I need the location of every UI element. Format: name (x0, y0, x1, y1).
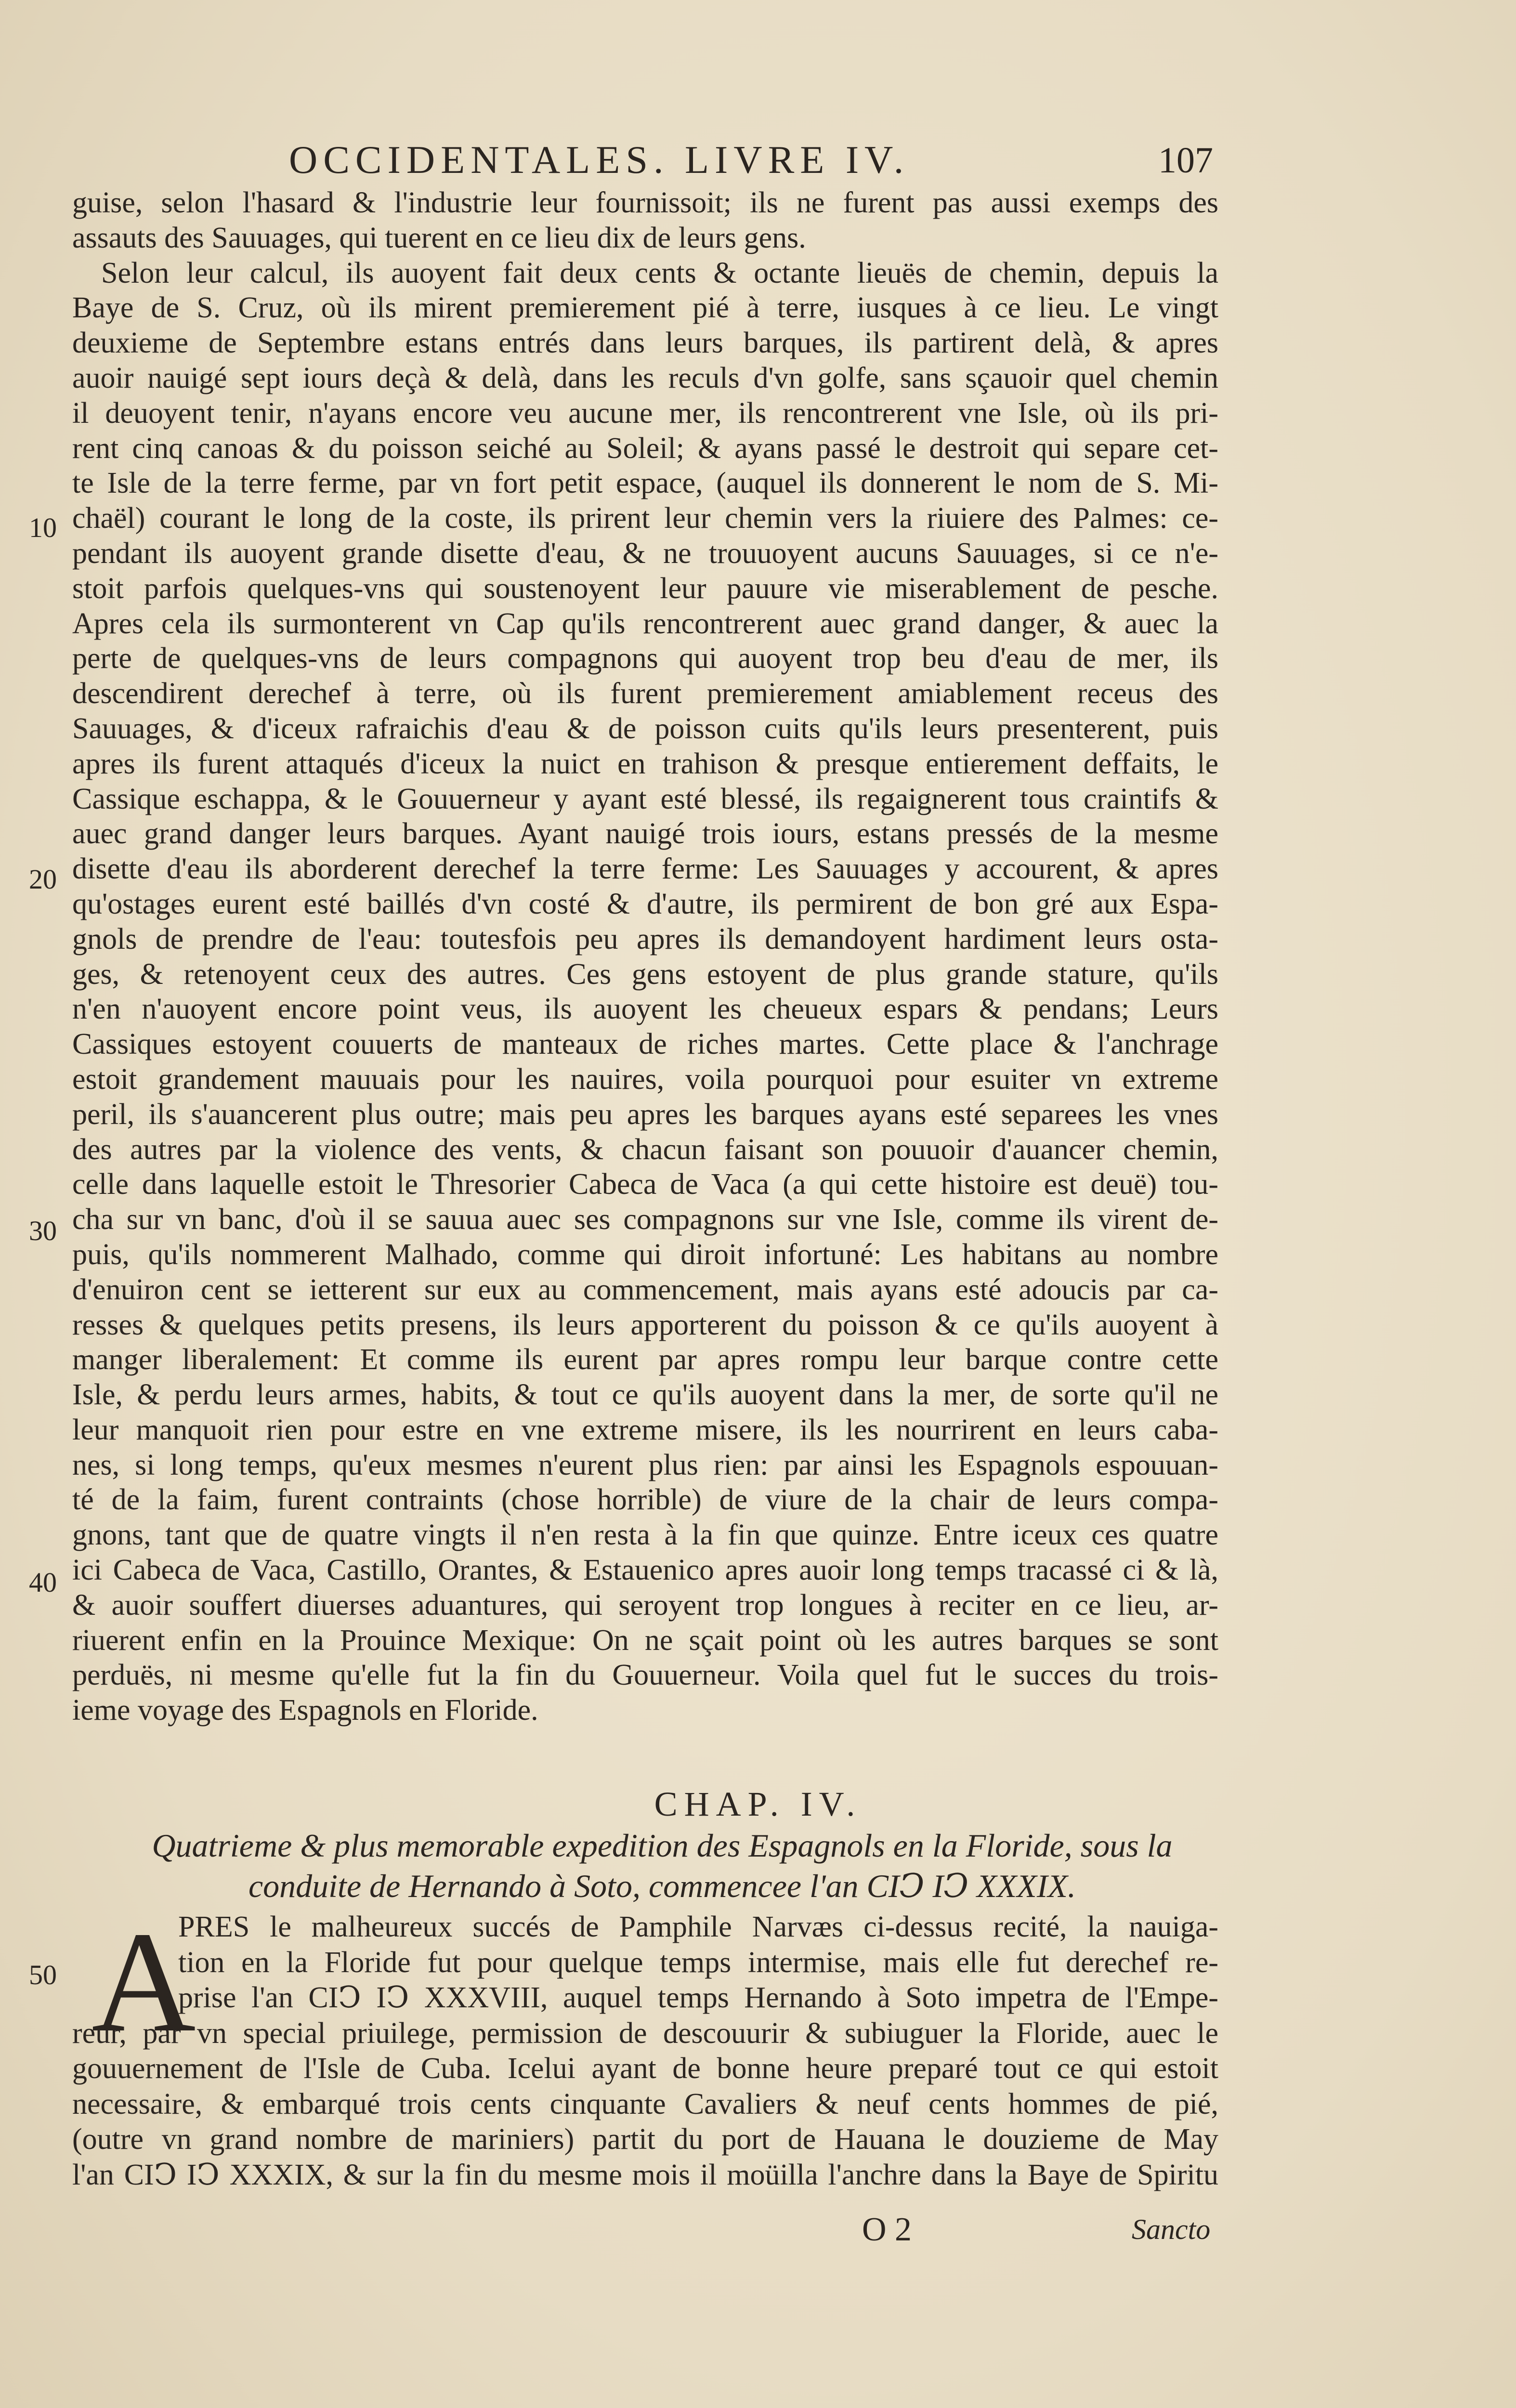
text-line: descendirent derechef à terre, où ils furent premierement amiablement receus des (72, 677, 1218, 710)
text-line: gnols de prendre de l'eau: toutesfois peu apres ils demandoyent hardiment leurs osta- (72, 922, 1218, 955)
text-line: & auoir souffert diuerses aduantures, qui seroyent trop longues à reciter en ce lieu, ar- (72, 1588, 1218, 1622)
text-line: il deuoyent tenir, n'ayans encore veu aucune mer, ils rencontrerent vne Isle, où ils pri- (72, 396, 1218, 430)
text-line: estoit grandement mauuais pour les nauires, voila pourquoi pour esuiter vn extreme (72, 1062, 1218, 1096)
text-line: Sauuages, & d'iceux rafraichis d'eau & de poisson cuits qu'ils leurs presenterent, puis (72, 712, 1218, 745)
line-number-20: 20 (29, 864, 57, 895)
text-line: auoir nauigé sept iours deçà & delà, dans les reculs d'vn golfe, sans sçauoir quel chemin (72, 361, 1218, 394)
text-line: Baye de S. Cruz, où ils mirent premierement pié à terre, iusques à ce lieu. Le vingt (72, 291, 1218, 325)
text-line: disette d'eau ils aborderent derechef la terre ferme: Les Sauuages y accourent, & apres (72, 852, 1218, 886)
text-line: apres ils furent attaqués d'iceux la nuict en trahison & presque entierement deffaits, le (72, 747, 1218, 780)
chapter-title (96, 1825, 1228, 1906)
text-line: Apres cela ils surmonterent vn Cap qu'ils rencontrerent auec grand danger, & auec la (72, 607, 1218, 640)
chapter-heading: CHAP. IV. (654, 1785, 862, 1823)
text-line: peril, ils s'auancerent plus outre; mais peu apres les barques ayans esté separees les vnes (72, 1098, 1218, 1131)
section-line: (outre vn grand nombre de mariniers) partit du port de Hauana le douzieme de May (72, 2123, 1218, 2156)
running-title: OCCIDENTALES. LIVRE IV. (289, 138, 910, 182)
text-line: nes, si long temps, qu'eux mesmes n'eurent plus rien: par ainsi les Espagnols espouuan- (72, 1448, 1218, 1481)
text-line: puis, qu'ils nommerent Malhado, comme qui diroit infortuné: Les habitans au nombre (72, 1238, 1218, 1271)
text-line: riuerent enfin en la Prouince Mexique: On ne sçait point où les autres barques se sont (72, 1623, 1218, 1657)
text-line: d'enuiron cent se ietterent sur eux au commencement, mais ayans esté adoucis par ca- (72, 1273, 1218, 1306)
section-text-block (72, 1902, 1218, 2193)
section-line: necessaire, & embarqué trois cents cinquante Cavaliers & neuf cents hommes de pié, (72, 2087, 1218, 2120)
text-line: rent cinq canoas & du poisson seiché au Soleil; & ayans passé le destroit qui separe cet- (72, 432, 1218, 465)
text-line: stoit parfois quelques-vns qui soustenoyent leur pauure vie miserablement de pesche. (72, 572, 1218, 605)
section-line: reur, par vn special priuilege, permission de descouurir & subiuguer la Floride, auec le (72, 2016, 1218, 2050)
folio-number: 107 (1158, 140, 1213, 181)
line-number-50: 50 (29, 1959, 57, 1990)
text-line: leur manquoit rien pour estre en vne extreme misere, ils les nourrirent en leurs caba- (72, 1413, 1218, 1446)
text-line: guise, selon l'hasard & l'industrie leur fournissoit; ils ne furent pas aussi exemps des (72, 186, 1218, 219)
drop-cap: A (91, 1902, 196, 2062)
text-line: Isle, & perdu leurs armes, habits, & tout ce qu'ils auoyent dans la mer, de sorte qu'il ne (72, 1378, 1218, 1412)
signature-mark: O 2 (862, 2211, 912, 2248)
text-line: resses & quelques petits presens, ils leurs apporterent du poisson & ce qu'ils auoyent à (72, 1308, 1218, 1341)
text-line: celle dans laquelle estoit le Thresorier Cabeca de Vaca (a qui cette histoire est deuë) tou- (72, 1168, 1218, 1201)
text-line: té de la faim, furent contraints (chose horrible) de viure de la chair de leurs compa- (72, 1483, 1218, 1517)
text-line: qu'ostages eurent esté baillés d'vn costé & d'autre, ils permirent de bon gré aux Espa- (72, 887, 1218, 920)
text-line: Cassiques estoyent couuerts de manteaux de riches martes. Cette place & l'anchrage (72, 1028, 1218, 1061)
text-line: cha sur vn banc, d'où il se sauua auec ses compagnons sur vne Isle, comme ils virent de- (72, 1203, 1218, 1236)
text-line: perte de quelques-vns de leurs compagnons qui auoyent trop beu d'eau de mer, ils (72, 642, 1218, 675)
text-line: Cassique eschappa, & le Gouuerneur y ayant esté blessé, ils regaignerent tous craintifs & (72, 782, 1218, 815)
text-line: te Isle de la terre ferme, par vn fort petit espace, (auquel ils donnerent le nom de S. Mi- (72, 467, 1218, 500)
line-number-10: 10 (29, 512, 57, 543)
text-line: auec grand danger leurs barques. Ayant nauigé trois iours, estans pressés de la mesme (72, 817, 1218, 851)
section-line: tion en la Floride fut pour quelque temps intermise, mais elle fut derechef re- (178, 1946, 1218, 1979)
chapter-title-line-1: Quatrieme & plus memorable expedition des Espagnols en la Floride, sous la (152, 1827, 1173, 1864)
text-line: ges, & retenoyent ceux des autres. Ces gens estoyent de plus grande stature, qu'ils (72, 957, 1218, 991)
text-line: chaël) courant le long de la coste, ils prirent leur chemin vers la riuiere des Palmes: ce- (72, 502, 1218, 535)
text-line: ieme voyage des Espagnols en Floride. (72, 1694, 538, 1727)
section-line: prise l'an CIↃ IↃ XXXVIII, auquel temps Hernando à Soto impetra de l'Empe- (178, 1981, 1218, 2014)
text-line: ici Cabeca de Vaca, Castillo, Orantes, & Estauenico apres auoir long temps tracassé ci & là, (72, 1554, 1218, 1587)
chapter-title-line-2: conduite de Hernando à Soto, commencee l'an CIↃ IↃ XXXIX. (248, 1868, 1076, 1904)
text-line: Selon leur calcul, ils auoyent fait deux cents & octante lieuës de chemin, depuis la (101, 256, 1218, 289)
text-line: gnons, tant que de quatre vingts il n'en resta à la fin que quinze. Entre iceux ces quatre (72, 1518, 1218, 1552)
section-line: gouuernement de l'Isle de Cuba. Icelui ayant de bonne heure preparé tout ce qui estoit (72, 2052, 1218, 2085)
text-line: manger liberalement: Et comme ils eurent par apres rompu leur barque contre cette (72, 1343, 1218, 1376)
section-line: PRES le malheureux succés de Pamphile Narvæs ci-dessus recité, la nauiga- (178, 1911, 1218, 1943)
text-line: deuxieme de Septembre estans entrés dans leurs barques, ils partirent delà, & apres (72, 327, 1218, 360)
section-line: l'an CIↃ IↃ XXXIX, & sur la fin du mesme mois il moüilla l'anchre dans la Baye de Spiritu (72, 2158, 1218, 2191)
text-line: pendant ils auoyent grande disette d'eau, & ne trouuoyent aucuns Sauuages, si ce n'e- (72, 537, 1218, 570)
main-text-block (72, 185, 1218, 1728)
text-line: n'en n'auoyent encore point veus, ils auoyent les cheueux espars & pendans; Leurs (72, 993, 1218, 1026)
catchword: Sancto (1132, 2213, 1211, 2245)
line-number-40: 40 (29, 1567, 57, 1598)
text-line: perduës, ni mesme qu'elle fut la fin du Gouuerneur. Voila quel fut le succes du trois- (72, 1659, 1218, 1692)
line-number-30: 30 (29, 1215, 57, 1246)
text-line: assauts des Sauuages, qui tuerent en ce lieu dix de leurs gens. (72, 221, 806, 254)
text-line: des autres par la violence des vents, & chacun faisant son pouuoir d'auancer chemin, (72, 1133, 1218, 1166)
